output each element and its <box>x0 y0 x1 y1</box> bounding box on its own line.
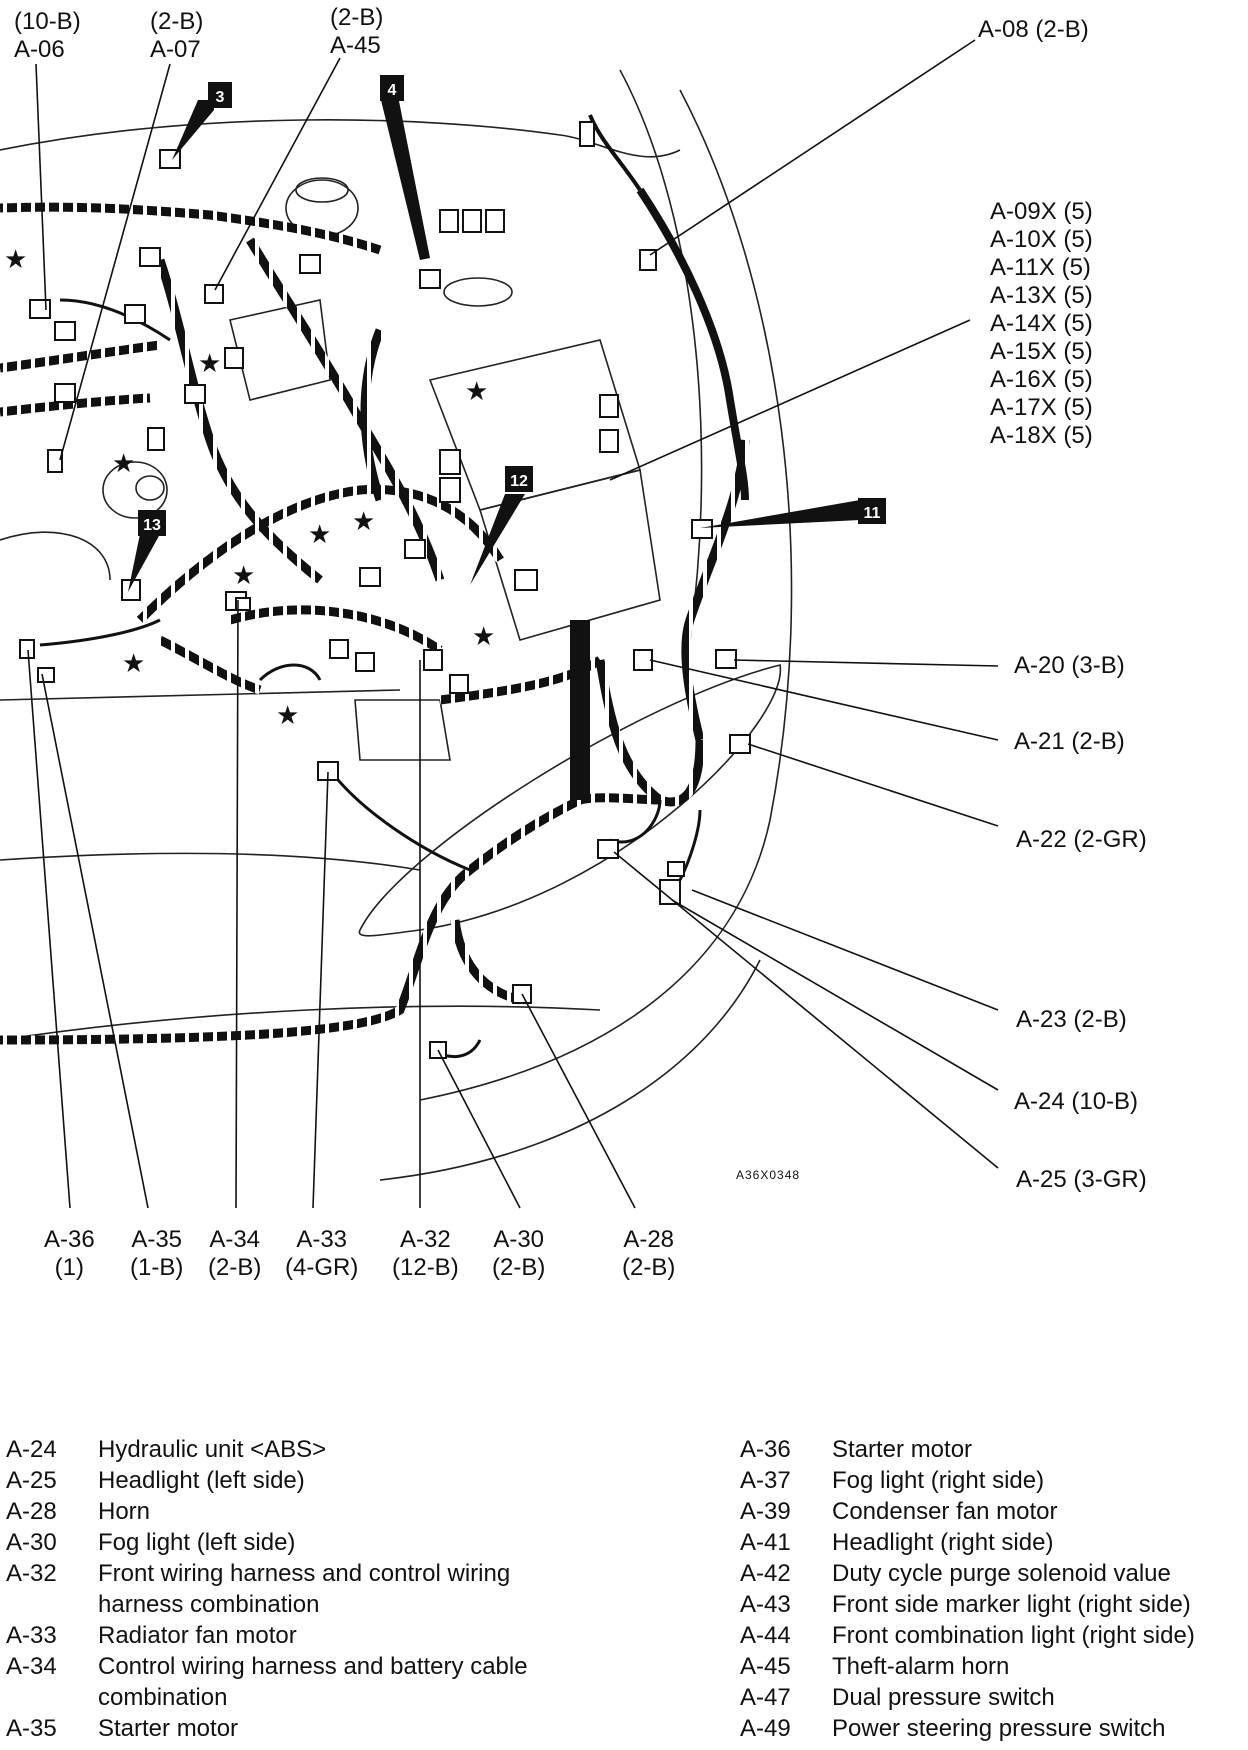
svg-text:★: ★ <box>465 376 489 406</box>
label-a08: A-08 (2-B) <box>978 16 1089 43</box>
label-a20: A-20 (3-B) <box>1014 652 1125 679</box>
callout-12-text: 12 <box>510 473 528 490</box>
label-a36-size: (1) <box>54 1254 85 1281</box>
svg-text:★: ★ <box>352 506 376 536</box>
label-a06-code: A-06 <box>14 36 65 63</box>
legend-row <box>740 1434 1240 1465</box>
legend-desc: Starter motor <box>832 1436 973 1463</box>
label-a14x: A-14X (5) <box>990 310 1093 337</box>
svg-text:★: ★ <box>276 700 300 730</box>
svg-text:★: ★ <box>232 560 256 590</box>
label-a45-code: A-45 <box>330 32 381 59</box>
label-a28-code: A-28 <box>623 1226 675 1253</box>
legend-code: A-33 <box>6 1622 57 1649</box>
legend-code: A-24 <box>6 1436 57 1463</box>
legend-row <box>6 1496 606 1527</box>
label-a36-code: A-36 <box>44 1226 95 1253</box>
label-a23: A-23 (2-B) <box>1016 1006 1127 1033</box>
legend-code: A-47 <box>740 1684 791 1711</box>
label-a30 <box>492 1226 545 1282</box>
label-a35-code: A-35 <box>131 1226 183 1253</box>
legend-desc: Fog light (right side) <box>832 1467 1045 1494</box>
legend-row <box>6 1558 606 1620</box>
star-marks <box>4 244 495 730</box>
legend-row <box>740 1558 1240 1589</box>
label-a15x: A-15X (5) <box>990 338 1093 365</box>
legend-row <box>740 1465 1240 1496</box>
legend-left-column <box>6 1434 606 1744</box>
legend-row <box>740 1713 1240 1744</box>
label-a13x: A-13X (5) <box>990 282 1093 309</box>
svg-text:★: ★ <box>472 621 496 651</box>
legend-row <box>6 1465 606 1496</box>
legend-code: A-45 <box>740 1653 791 1680</box>
label-x-group <box>990 198 1093 450</box>
callout-3-text: 3 <box>215 89 225 106</box>
label-a34-code: A-34 <box>209 1226 261 1253</box>
label-a30-code: A-30 <box>493 1226 545 1253</box>
legend-code: A-44 <box>740 1622 791 1649</box>
legend-row <box>740 1651 1240 1682</box>
callout-4-text: 4 <box>387 82 397 99</box>
legend-row <box>740 1527 1240 1558</box>
legend-row <box>6 1434 606 1465</box>
svg-text:★: ★ <box>122 648 146 678</box>
legend-desc: Radiator fan motor <box>98 1622 297 1649</box>
legend-code: A-25 <box>6 1467 57 1494</box>
svg-text:★: ★ <box>112 448 136 478</box>
legend-desc: Headlight (left side) <box>98 1467 305 1494</box>
legend-desc: Horn <box>98 1498 151 1525</box>
label-a16x: A-16X (5) <box>990 366 1093 393</box>
label-a45-size: (2-B) <box>330 4 384 31</box>
label-a17x: A-17X (5) <box>990 394 1093 421</box>
legend-row <box>740 1682 1240 1713</box>
label-a33 <box>285 1226 358 1282</box>
legend-code: A-42 <box>740 1560 791 1587</box>
label-a07-code: A-07 <box>150 36 201 63</box>
label-a06 <box>14 8 81 64</box>
label-a45 <box>330 4 383 60</box>
legend-code: A-28 <box>6 1498 57 1525</box>
image-code: A36X0348 <box>736 1168 801 1182</box>
legend-desc: Fog light (left side) <box>98 1529 296 1556</box>
legend-row <box>740 1620 1240 1651</box>
legend-desc: Control wiring harness and battery cable combination <box>98 1653 528 1711</box>
label-a32-size: (12-B) <box>392 1254 459 1281</box>
legend-right-column <box>740 1434 1240 1744</box>
label-a32-code: A-32 <box>399 1226 451 1253</box>
legend-row <box>740 1496 1240 1527</box>
legend-desc: Front combination light (right side) <box>832 1622 1195 1649</box>
legend-desc: Duty cycle purge solenoid value <box>832 1560 1171 1587</box>
legend-desc: Front side marker light (right side) <box>832 1591 1191 1618</box>
label-a36 <box>44 1226 95 1282</box>
legend-desc: Condenser fan motor <box>832 1498 1058 1525</box>
legend-desc: Starter motor <box>98 1715 239 1742</box>
label-a24: A-24 (10-B) <box>1014 1088 1139 1115</box>
legend-row <box>6 1620 606 1651</box>
label-a28 <box>622 1226 675 1282</box>
svg-text:★: ★ <box>4 244 28 274</box>
label-a07-size: (2-B) <box>150 8 204 35</box>
legend-row <box>740 1589 1240 1620</box>
label-a28-size: (2-B) <box>622 1254 676 1281</box>
legend-code: A-30 <box>6 1529 57 1556</box>
label-a25: A-25 (3-GR) <box>1016 1166 1147 1193</box>
right-branch <box>590 115 640 190</box>
label-a21: A-21 (2-B) <box>1014 728 1125 755</box>
label-a06-size: (10-B) <box>14 8 81 35</box>
svg-text:★: ★ <box>198 348 222 378</box>
legend-desc: Front wiring harness and control wiring harness combination <box>98 1560 511 1618</box>
label-a10x: A-10X (5) <box>990 226 1093 253</box>
legend-row <box>6 1651 606 1713</box>
label-a33-size: (4-GR) <box>285 1254 359 1281</box>
callout-flags <box>128 75 886 592</box>
legend-desc: Theft-alarm horn <box>832 1653 1010 1680</box>
right-trunk <box>640 190 745 500</box>
callout-11-text: 11 <box>863 505 881 522</box>
connectors <box>20 122 750 1058</box>
harness-bundles <box>0 207 745 1040</box>
legend-code: A-39 <box>740 1498 791 1525</box>
legend-code: A-37 <box>740 1467 791 1494</box>
legend-desc: Dual pressure switch <box>832 1684 1055 1711</box>
label-a32 <box>392 1226 459 1282</box>
legend-code: A-34 <box>6 1653 57 1680</box>
legend-desc: Hydraulic unit <ABS> <box>98 1436 327 1463</box>
legend-row <box>6 1527 606 1558</box>
callout-13-text: 13 <box>143 517 161 534</box>
label-a33-code: A-33 <box>296 1226 348 1253</box>
legend-code: A-36 <box>740 1436 791 1463</box>
label-a22: A-22 (2-GR) <box>1016 826 1147 853</box>
svg-text:★: ★ <box>308 519 332 549</box>
label-a35 <box>130 1226 183 1282</box>
label-a11x: A-11X (5) <box>990 254 1091 281</box>
legend-code: A-49 <box>740 1715 791 1742</box>
label-a18x: A-18X (5) <box>990 422 1093 449</box>
label-a30-size: (2-B) <box>492 1254 546 1281</box>
legend-code: A-35 <box>6 1715 57 1742</box>
legend-code: A-43 <box>740 1591 791 1618</box>
legend-desc: Headlight (right side) <box>832 1529 1054 1556</box>
label-a34 <box>208 1226 261 1282</box>
legend-row <box>6 1713 606 1744</box>
label-a09x: A-09X (5) <box>990 198 1093 225</box>
legend-code: A-32 <box>6 1560 57 1587</box>
label-a07 <box>150 8 203 64</box>
label-a34-size: (2-B) <box>208 1254 262 1281</box>
legend-code: A-41 <box>740 1529 791 1556</box>
legend-desc: Power steering pressure switch <box>832 1715 1166 1742</box>
label-a35-size: (1-B) <box>130 1254 184 1281</box>
